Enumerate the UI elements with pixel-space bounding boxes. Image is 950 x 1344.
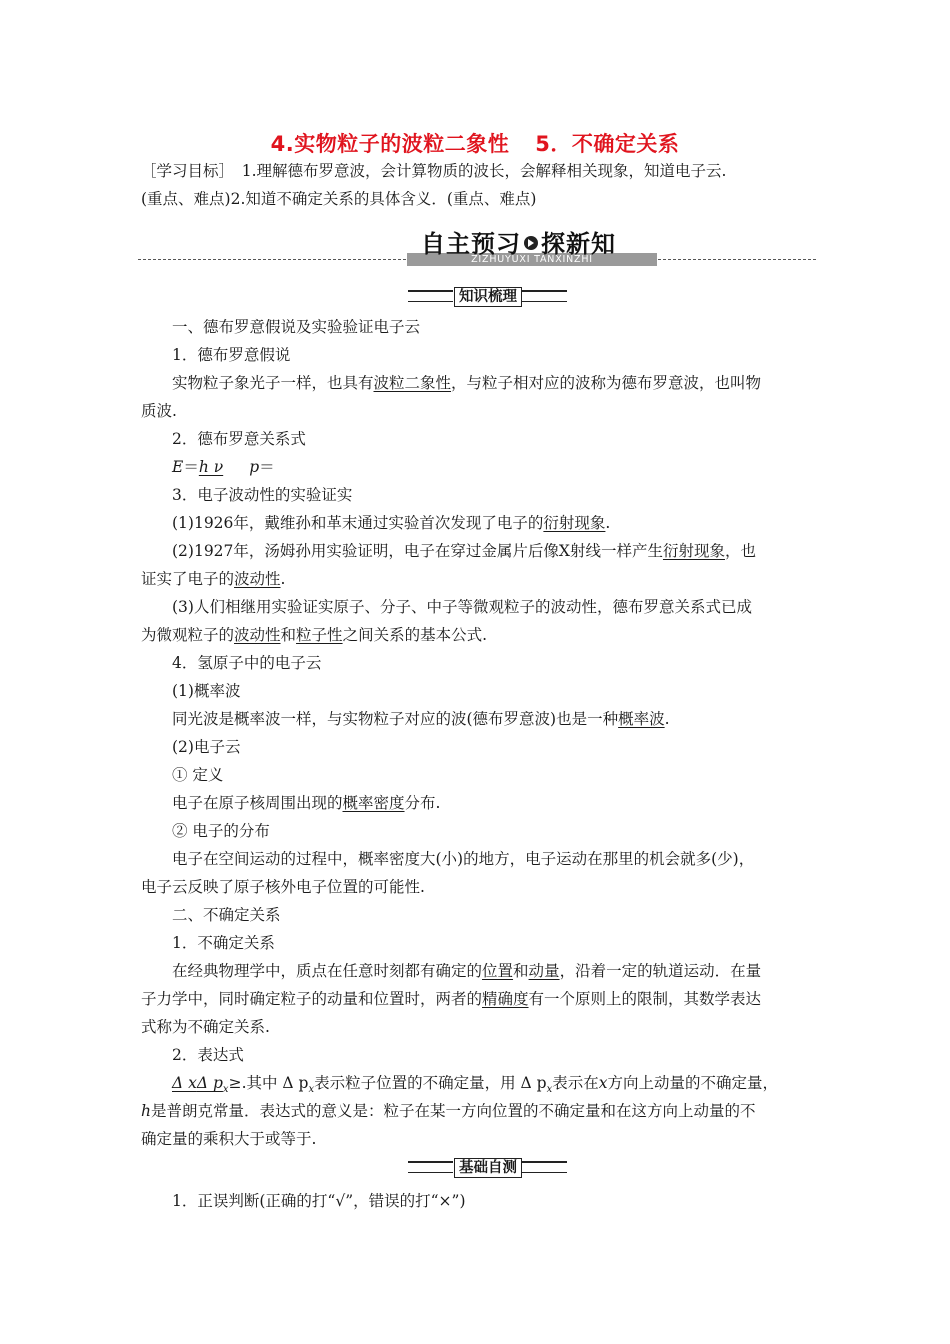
paragraph-micro-particles-cont: 为微观粒子的波动性和粒子性之间关系的基本公式. xyxy=(141,626,487,644)
paragraph-expression-meaning: h是普朗克常量．表达式的意义是：粒子在某一方向位置的不确定量和在这方向上动量的不 xyxy=(141,1102,756,1120)
knowledge-tag-label: 知识梳理 xyxy=(454,287,522,307)
heading-2-2: 2．表达式 xyxy=(172,1046,244,1064)
answer-wave-particle-duality: 波粒二象性 xyxy=(373,374,452,392)
paragraph-definition: 电子在原子核周围出现的概率密度分布. xyxy=(172,794,441,812)
title-part2: 5．不确定关系 xyxy=(535,132,680,156)
answer-precision: 精确度 xyxy=(482,990,529,1008)
paragraph-distribution: 电子在空间运动的过程中，概率密度大(小)的地方，电子运动在那里的机会就多(少)， xyxy=(172,850,755,868)
paragraph-thomson-cont: 证实了电子的波动性. xyxy=(141,570,286,588)
paragraph-duality: 实物粒子象光子一样，也具有波粒二象性，与粒子相对应的波称为德布罗意波，也叫物 xyxy=(172,374,762,392)
learning-goal-line2: (重点、难点)2.知道不确定关系的具体含义．(重点、难点) xyxy=(141,190,537,208)
learning-goal-line1: ［学习目标］ 1.理解德布罗意波，会计算物质的波长，会解释相关现象，知道电子云. xyxy=(141,162,727,180)
knowledge-tag xyxy=(408,287,568,307)
answer-uncertainty-expression: Δ xΔ $p_x$ xyxy=(172,1074,229,1096)
paragraph-quantum: 子力学中，同时确定粒子的动量和位置时，两者的精确度有一个原则上的限制，其数学表达 xyxy=(141,990,762,1008)
heading-1-2: 2．德布罗意关系式 xyxy=(172,430,306,448)
paragraph-expression-cont: 确定量的乘积大于或等于. xyxy=(141,1130,317,1148)
heading-probability-wave: (1)概率波 xyxy=(172,682,241,700)
paragraph-davisson: (1)1926年，戴维孙和革末通过实验首次发现了电子的衍射现象. xyxy=(172,514,611,532)
question-true-false: 1．正误判断(正确的打“√”，错误的打“×”) xyxy=(172,1192,466,1210)
answer-momentum: 动量 xyxy=(528,962,560,980)
formula-de-broglie: E＝h ν p＝ xyxy=(172,458,275,476)
banner-left: 自主预习 xyxy=(421,230,521,258)
heading-1-4: 4．氢原子中的电子云 xyxy=(172,654,322,672)
paragraph-duality-cont: 质波. xyxy=(141,402,177,420)
heading-electron-cloud: (2)电子云 xyxy=(172,738,241,756)
page-title xyxy=(0,128,950,158)
paragraph-micro-particles: (3)人们相继用实验证实原子、分子、中子等微观粒子的波动性，德布罗意关系式已成 xyxy=(172,598,752,616)
heading-1-1: 1．德布罗意假说 xyxy=(172,346,291,364)
heading-definition: ① 定义 xyxy=(172,766,224,784)
heading-1-3: 3．电子波动性的实验证实 xyxy=(172,486,353,504)
answer-h-nu: h ν xyxy=(198,458,224,476)
banner-right: 探新知 xyxy=(541,230,616,258)
selftest-tag xyxy=(408,1158,568,1178)
heading-section2: 二、不确定关系 xyxy=(172,906,281,924)
banner-pinyin: ZIZHUYUXI TANXINZHI xyxy=(407,253,657,266)
paragraph-quantum-cont: 式称为不确定关系. xyxy=(141,1018,270,1036)
paragraph-probability-wave: 同光波是概率波一样，与实物粒子对应的波(德布罗意波)也是一种概率波. xyxy=(172,710,670,728)
heading-2-1: 1．不确定关系 xyxy=(172,934,275,952)
paragraph-classical: 在经典物理学中，质点在任意时刻都有确定的位置和动量，沿着一定的轨道运动．在量 xyxy=(172,962,762,980)
answer-particle-nature: 粒子性 xyxy=(296,626,343,644)
arrow-circle-icon xyxy=(524,236,538,250)
answer-probability-density: 概率密度 xyxy=(342,794,405,812)
title-part1: 4.实物粒子的波粒二象性 xyxy=(270,132,510,156)
answer-position: 位置 xyxy=(482,962,514,980)
answer-wave-nature-1: 波动性 xyxy=(234,570,281,588)
paragraph-thomson: (2)1927年，汤姆孙用实验证明，电子在穿过金属片后像X射线一样产生衍射现象，也 xyxy=(172,542,756,560)
answer-diffraction-1: 衍射现象 xyxy=(543,514,606,532)
selftest-tag-label: 基础自测 xyxy=(454,1158,522,1178)
heading-distribution: ② 电子的分布 xyxy=(172,822,270,840)
section-banner xyxy=(421,224,616,259)
answer-probability-wave: 概率波 xyxy=(618,710,665,728)
answer-diffraction-2: 衍射现象 xyxy=(662,542,725,560)
answer-wave-nature-2: 波动性 xyxy=(234,626,281,644)
heading-section1: 一、德布罗意假说及实验验证电子云 xyxy=(172,318,421,336)
paragraph-distribution-cont: 电子云反映了原子核外电子位置的可能性. xyxy=(141,878,425,896)
paragraph-expression: Δ xΔ $p_x\ge$.其中 Δ $p_x$表示粒子位置的不确定量，用 Δ $p_x$表示在x方向上动量的不确定量， xyxy=(172,1074,779,1096)
